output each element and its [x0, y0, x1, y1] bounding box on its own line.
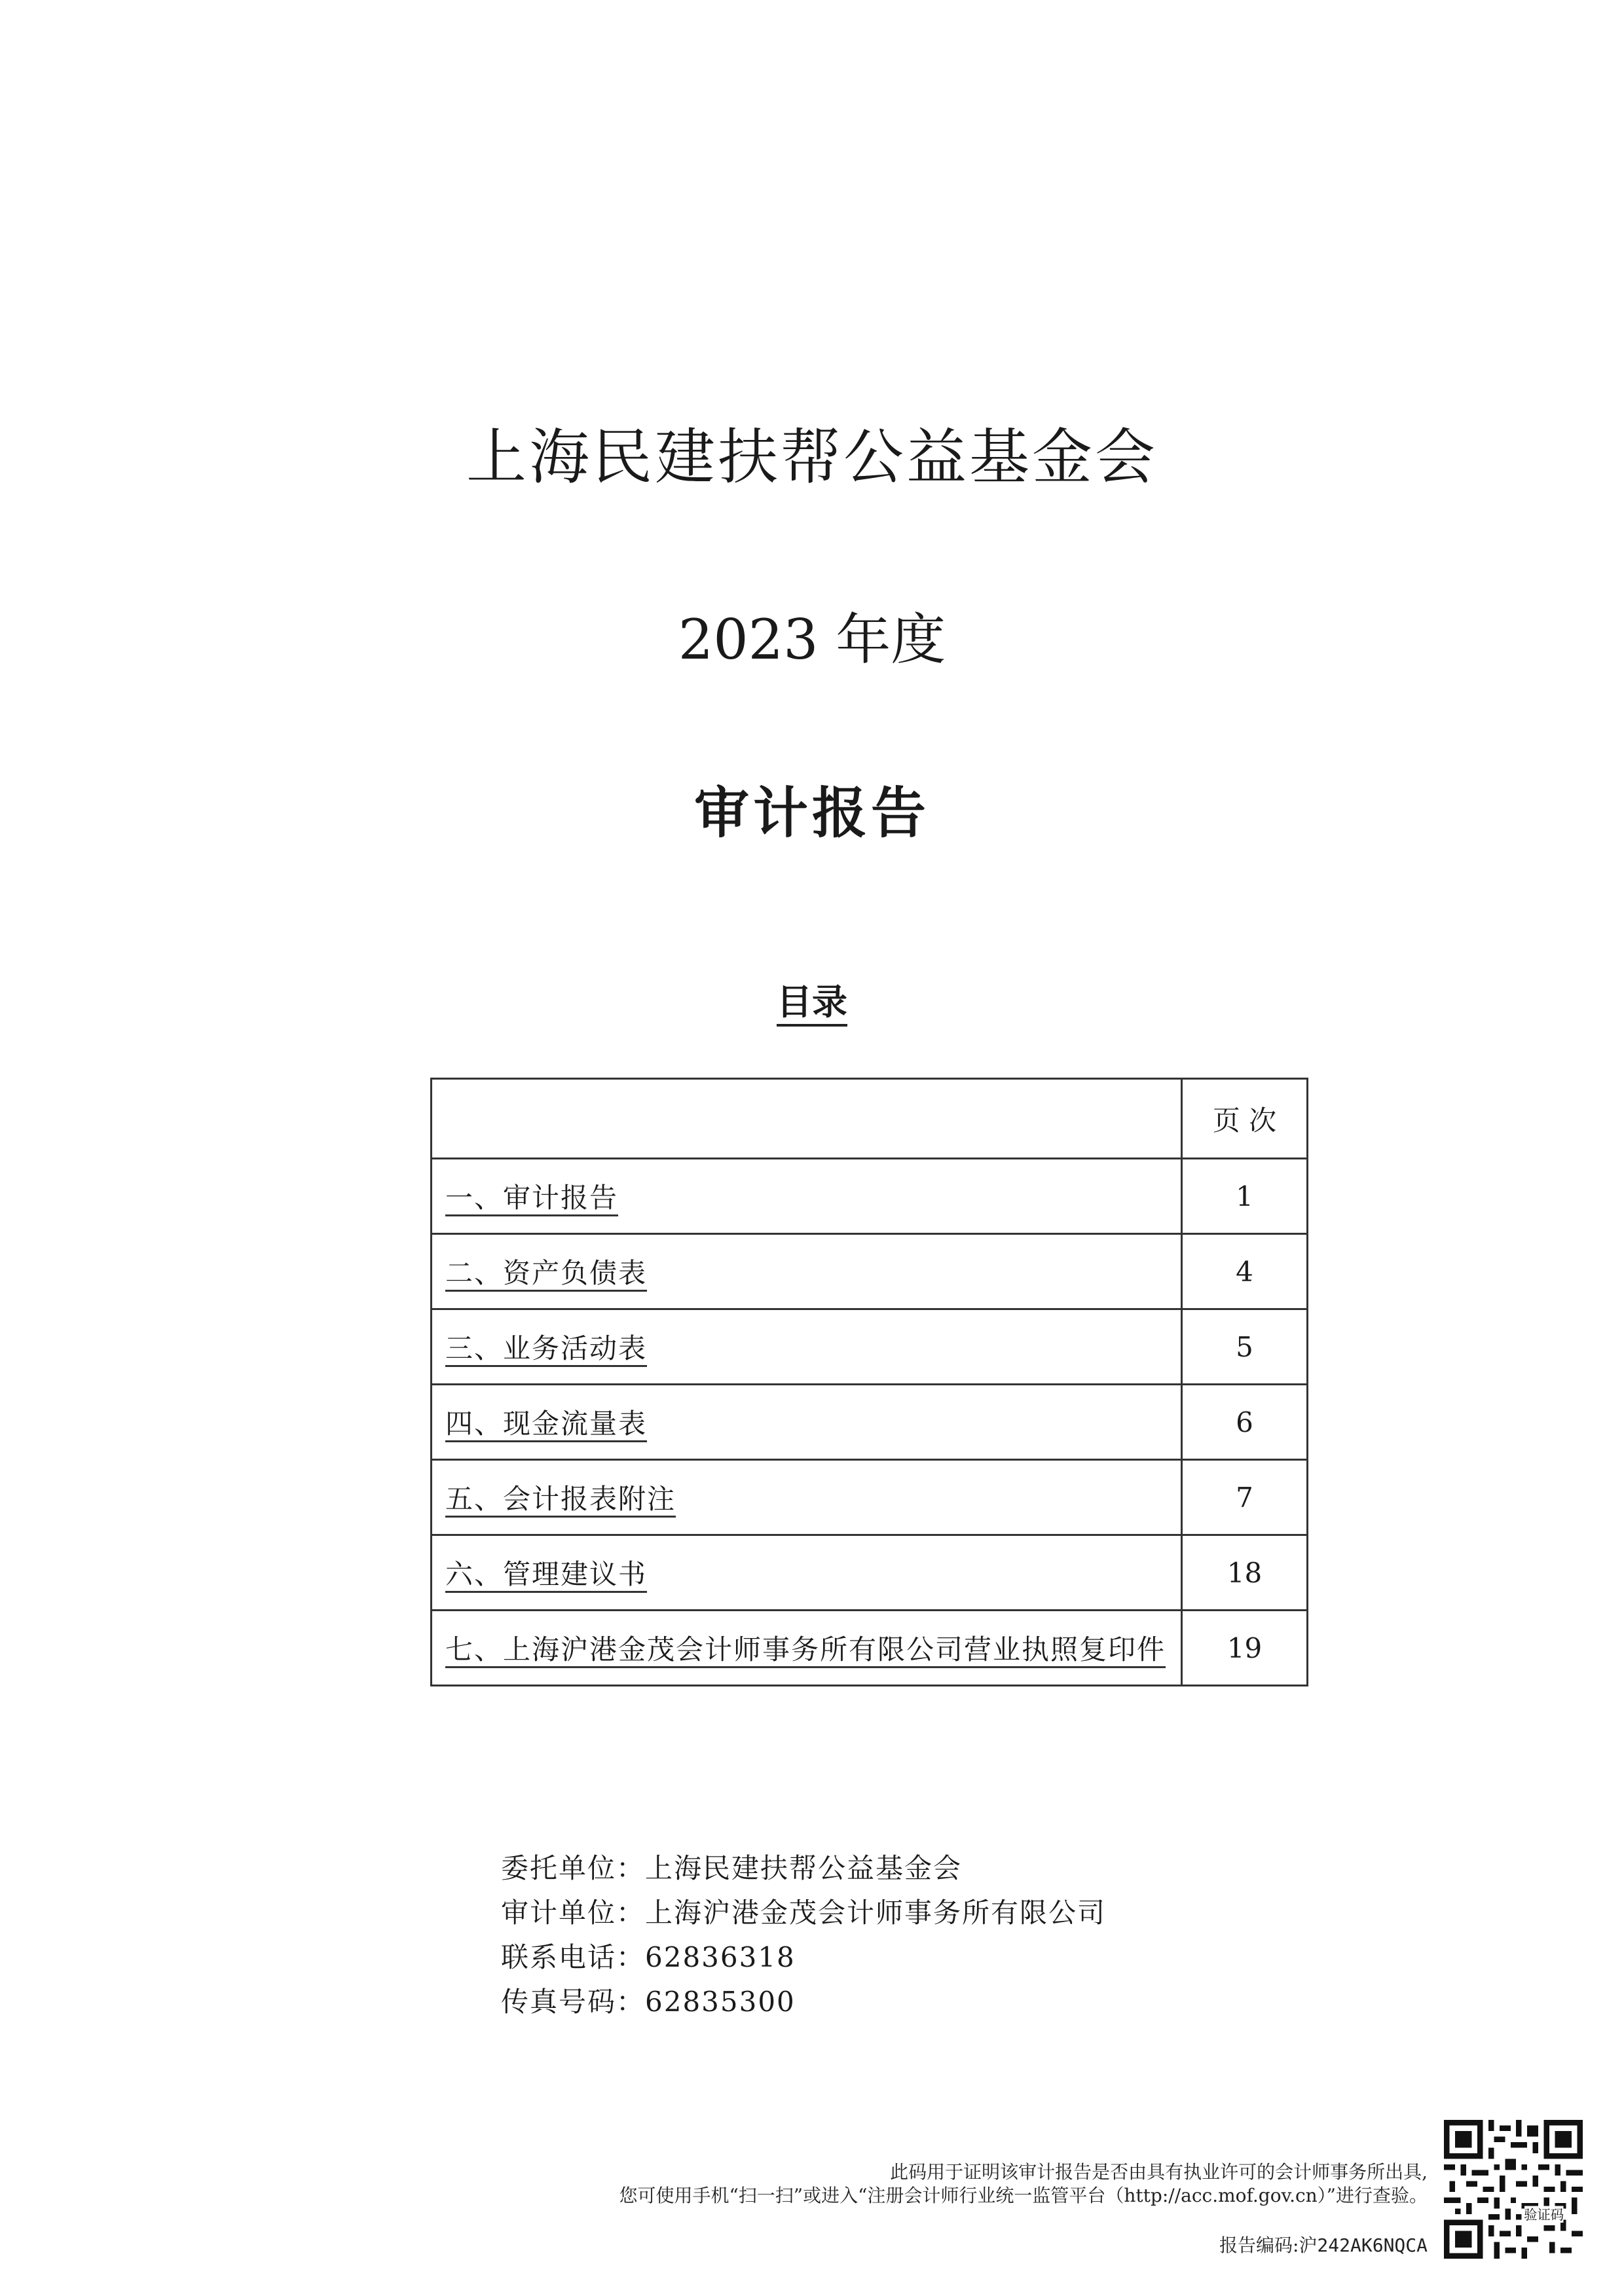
toc-row[interactable] [432, 1234, 1308, 1309]
toc-item-label[interactable]: 四、现金流量表 [445, 1408, 647, 1442]
toc-row[interactable] [432, 1535, 1308, 1611]
report-code [1219, 2231, 1428, 2257]
toc-row[interactable] [432, 1309, 1308, 1385]
toc-item-label[interactable]: 二、资产负债表 [445, 1257, 647, 1292]
report-title: 审计报告 [693, 780, 930, 845]
toc-page-column-header: 页 次 [1182, 1079, 1308, 1159]
report-code-value: 沪242AK6NQCA [1299, 2234, 1428, 2256]
qr-caption: 验证码 [1524, 2206, 1564, 2223]
toc-item-page: 5 [1182, 1309, 1308, 1385]
toc-item-label[interactable]: 六、管理建议书 [445, 1558, 647, 1593]
auditor-line: 审计单位：上海沪港金茂会计师事务所有限公司 [501, 1897, 1107, 1929]
fax-line: 传真号码：62835300 [501, 1986, 796, 2018]
toc-item-label[interactable]: 一、审计报告 [445, 1182, 618, 1216]
toc-item-page: 7 [1182, 1460, 1308, 1535]
phone-line: 联系电话：62836318 [501, 1941, 796, 1973]
contact-block [501, 1846, 1106, 2024]
client-line: 委托单位：上海民建扶帮公益基金会 [501, 1852, 963, 1884]
verification-qr-code-icon[interactable] [1444, 2120, 1583, 2259]
toc-item-page: 4 [1182, 1234, 1308, 1309]
toc-item-page: 6 [1182, 1385, 1308, 1460]
toc-header-blank [432, 1079, 1182, 1159]
toc-row[interactable] [432, 1385, 1308, 1460]
verification-note-line-2: 您可使用手机“扫一扫”或进入“注册会计师行业统一监管平台（http://acc.mof.gov.cn）”进行查验。 [619, 2185, 1428, 2206]
report-year: 2023 年度 [678, 608, 946, 672]
toc-table [430, 1078, 1308, 1686]
toc-item-label[interactable]: 三、业务活动表 [445, 1332, 647, 1367]
toc-heading-text: 目录 [777, 981, 847, 1027]
organization-title: 上海民建扶帮公益基金会 [466, 422, 1158, 492]
toc-row[interactable] [432, 1460, 1308, 1535]
toc-row[interactable] [432, 1611, 1308, 1686]
toc-item-label[interactable]: 五、会计报表附注 [445, 1483, 676, 1518]
toc-header-row [432, 1079, 1308, 1159]
toc-row[interactable] [432, 1159, 1308, 1234]
toc-item-page: 19 [1182, 1611, 1308, 1686]
verification-note-line-1: 此码用于证明该审计报告是否由具有执业许可的会计师事务所出具, [890, 2161, 1428, 2183]
toc-item-page: 18 [1182, 1535, 1308, 1611]
report-code-label: 报告编码: [1219, 2234, 1299, 2256]
toc-heading [0, 974, 1624, 1025]
toc-item-label[interactable]: 七、上海沪港金茂会计师事务所有限公司营业执照复印件 [445, 1633, 1166, 1668]
verification-note [619, 2160, 1428, 2208]
toc-item-page: 1 [1182, 1159, 1308, 1234]
